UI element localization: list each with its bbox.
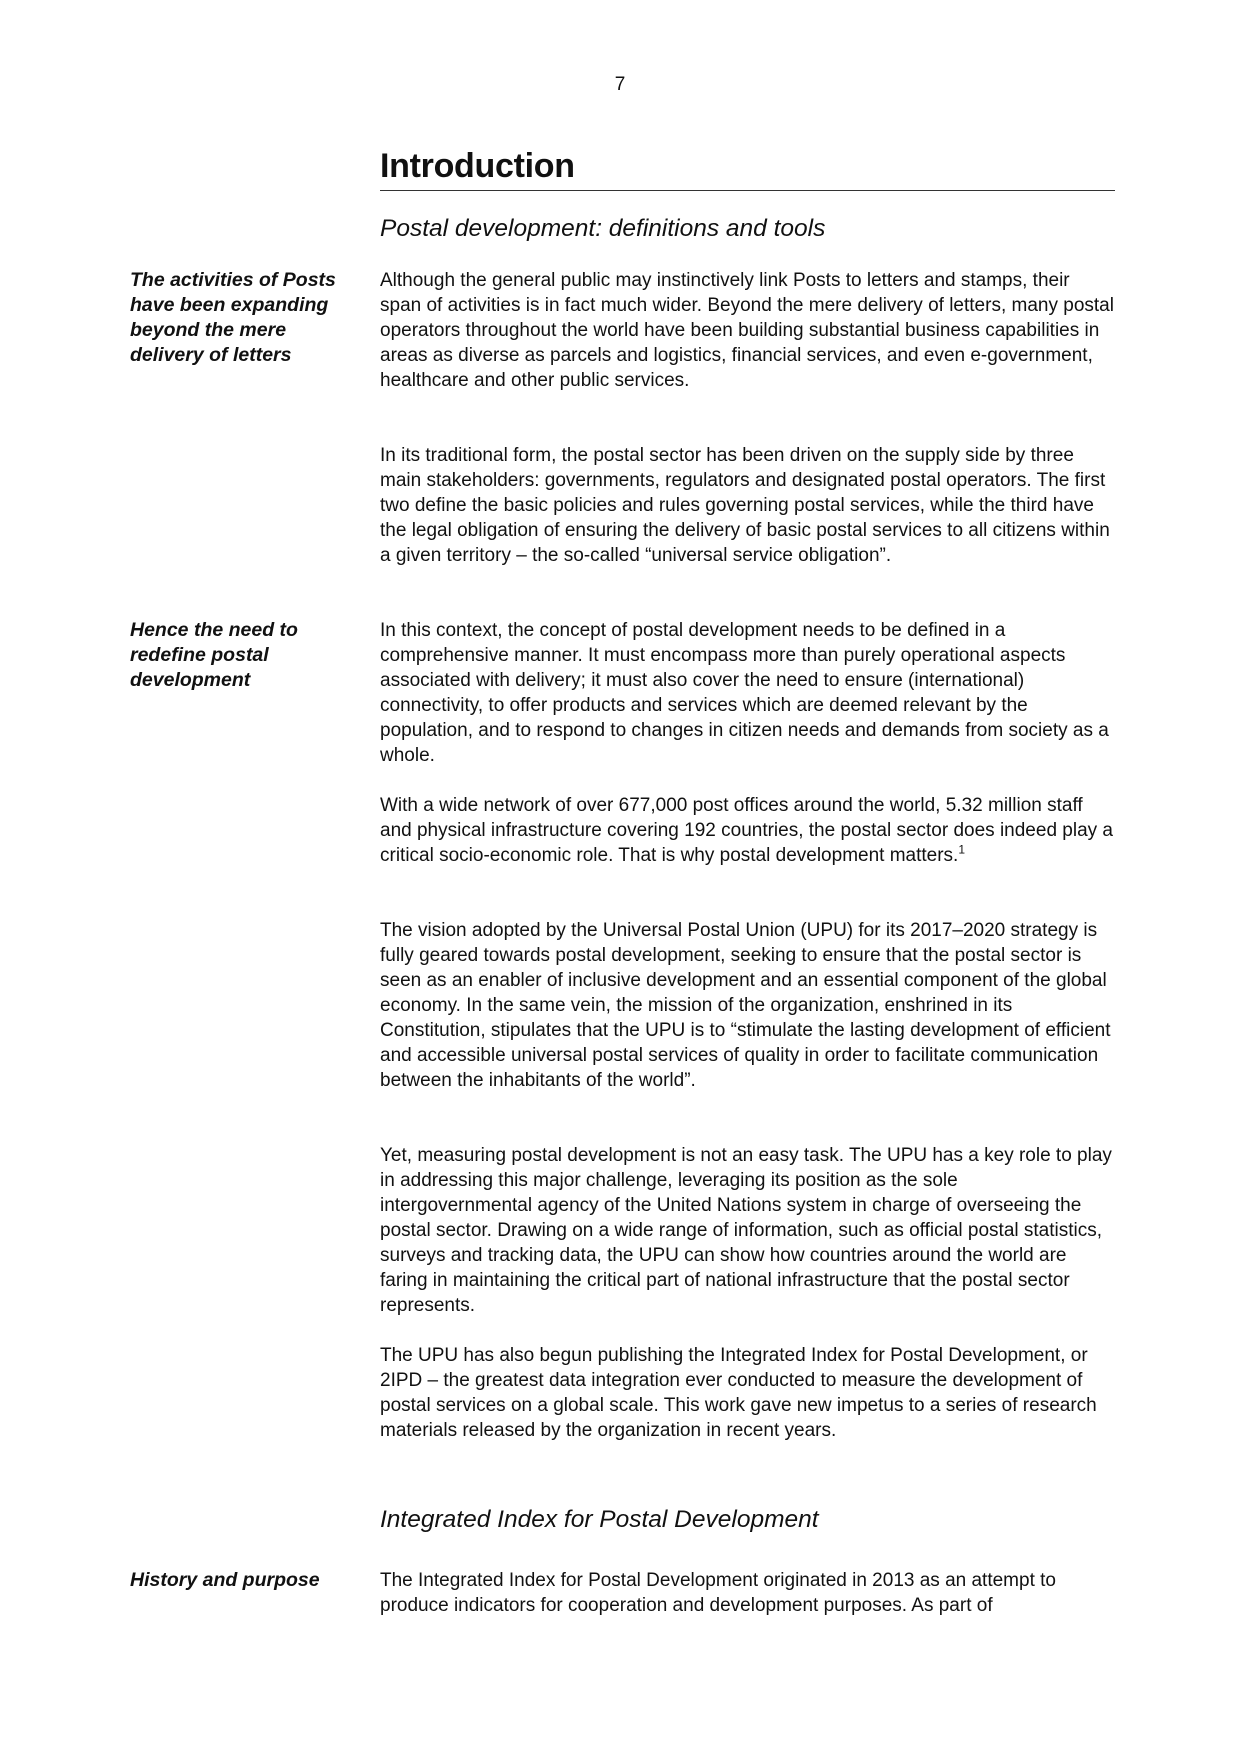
paragraph-4-text: With a wide network of over 677,000 post offices around the world, 5.32 million staff and physical infrastructure covering 192 countries, the postal sector does indeed play a critical socio-economic role. That is why postal development matters. [380, 795, 1113, 866]
paragraph-7: The UPU has also begun publishing the Integrated Index for Postal Development, or 2IPD – the greatest data integration ever conducted to measure the development of postal services on a global scale. This work gave new impetus to a series of research materials released by the organization in recent years. [380, 1345, 1097, 1441]
section-heading-index: Integrated Index for Postal Development [380, 1506, 819, 1533]
paragraph-5: The vision adopted by the Universal Postal Union (UPU) for its 2017–2020 strategy is fully geared towards postal development, seeking to ensure that the postal sector is seen as an enabler of inclusive development and an essential component of the global economy. In the same vein, the mission of the organization, enshrined in its Constitution, stipulates that the UPU is to “stimulate the lasting development of efficient and accessible universal postal services of quality in order to facilitate communication between the inhabitants of the world”. [380, 920, 1111, 1091]
paragraph-2: In its traditional form, the postal sector has been driven on the supply side by three main stakeholders: governments, regulators and designated postal operators. The first two define the basic policies and rules governing postal services, while the third have the legal obligation of ensuring the delivery of basic postal services to all citizens within a given territory – the so-called “universal service obligation”. [380, 445, 1110, 566]
page-title: Introduction [380, 146, 1115, 191]
section-heading-definitions: Postal development: definitions and tools [380, 215, 826, 242]
paragraph-8: The Integrated Index for Postal Development originated in 2013 as an attempt to produce indicators for cooperation and development purposes. As part of [380, 1570, 1056, 1616]
paragraph-3: In this context, the concept of postal development needs to be defined in a comprehensive manner. It must encompass more than purely operational aspects associated with delivery; it must also cover the need to ensure (international) connectivity, to offer products and services which are deemed relevant by the population, and to respond to changes in citizen needs and demands from society as a whole. [380, 620, 1109, 766]
side-note-activities: The activities of Posts have been expanding beyond the mere delivery of letters [130, 269, 336, 366]
paragraph-4 [380, 793, 1115, 868]
side-note-redefine: Hence the need to redefine postal development [130, 619, 298, 691]
paragraph-1: Although the general public may instinctively link Posts to letters and stamps, their span of activities is in fact much wider. Beyond the mere delivery of letters, many postal operators throughout the world have been building substantial business capabilities in areas as diverse as parcels and logistics, financial services, and even e-government, healthcare and other public services. [380, 270, 1114, 391]
footnote-marker: 1 [958, 842, 966, 857]
paragraph-6: Yet, measuring postal development is not an easy task. The UPU has a key role to play in addressing this major challenge, leveraging its position as the sole intergovernmental agency of the United Nations system in charge of overseeing the postal sector. Drawing on a wide range of information, such as official postal statistics, surveys and tracking data, the UPU can show how countries around the world are faring in maintaining the critical part of national infrastructure that the postal sector represents. [380, 1145, 1112, 1316]
side-note-history: History and purpose [130, 1569, 320, 1591]
page-number: 7 [614, 74, 626, 95]
